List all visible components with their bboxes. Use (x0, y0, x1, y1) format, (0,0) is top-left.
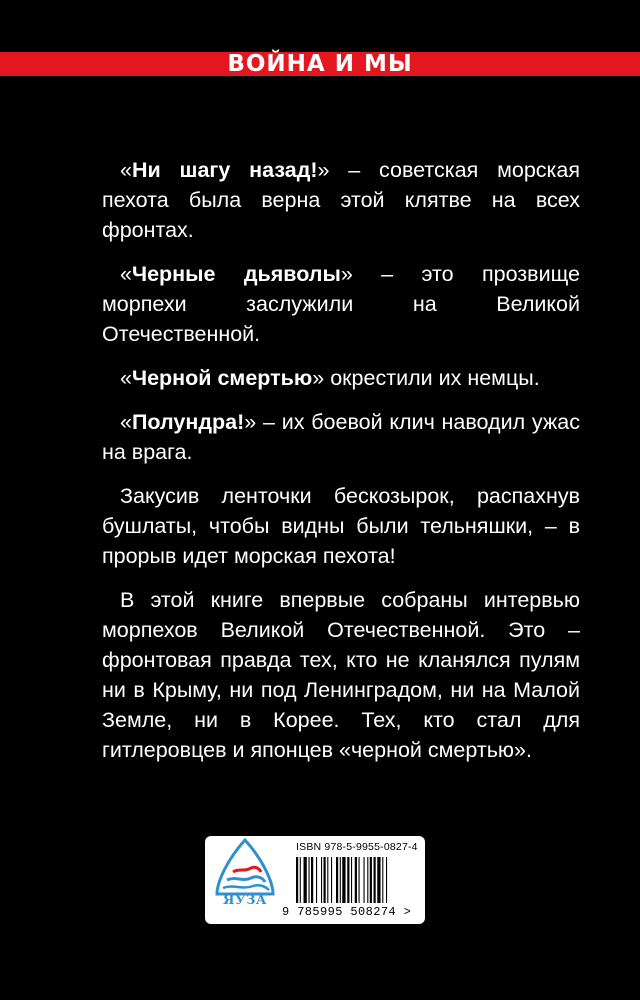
paragraph-3-bold: Черной смертью (131, 366, 313, 390)
paragraph-4-bold: Полундра! (131, 410, 245, 434)
paragraph-1-bold: Ни шагу назад! (131, 158, 318, 182)
publisher-name: ЯУЗА (223, 893, 267, 908)
series-title: ВОЙНА И МЫ (227, 51, 413, 77)
annotation-text (102, 155, 580, 779)
paragraph-6: В этой книге впервые собраны интервью морпехов Великой Отечественной. Это – фронтовая правда тех, кто не кланялся пулям ни в Крыму, ни под Ленинградом, ни на Малой Земле, ни в Корее. Тех, кто стал для гитлеровцев и японцев «черной смертью». (102, 588, 580, 762)
paragraph-3: «Черной смертью» окрестили их немцы. (120, 366, 540, 390)
paragraph-5: Закусив ленточки бескозырок, распахнув бушлаты, чтобы видны были тельняшки, – в прорыв идет морская пехота! (102, 484, 580, 568)
isbn-label: ISBN 978-5-9955-0827-4 (296, 841, 418, 853)
paragraph-1: «Ни шагу назад!» – советская морская пехота была верна этой клятве на всех фронтах. (102, 158, 581, 242)
barcode-icon (296, 857, 418, 903)
paragraph-4: «Полундра!» – их боевой клич наводил ужас на врага. (102, 410, 580, 464)
paragraph-2-bold: Черные дьяволы (131, 262, 341, 286)
barcode-digits: 9 785995 508274 > (282, 905, 412, 919)
paragraph-2: «Черные дьяволы» – это прозвище морпехи заслужили на Великой Отечественной. (102, 262, 580, 346)
